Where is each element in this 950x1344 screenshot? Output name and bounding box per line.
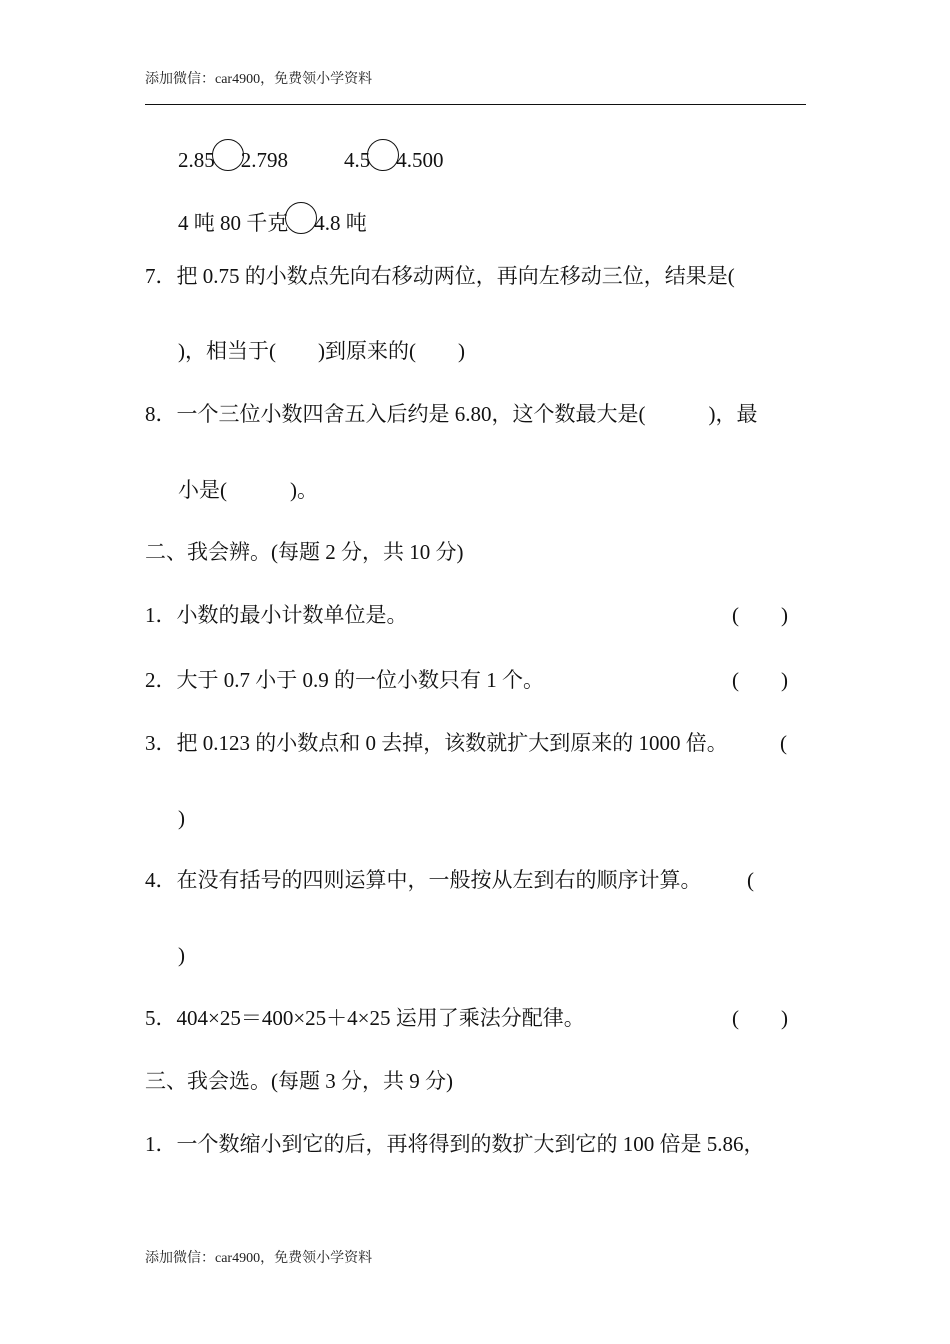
q8-line2: 小是( )。 bbox=[178, 478, 318, 502]
judge-answer-1[interactable]: ( ) bbox=[732, 603, 788, 627]
judge-answer-3-close: ) bbox=[178, 806, 185, 830]
compare-b-left: 4.5 bbox=[344, 148, 371, 172]
compare-c-right: 4.8 吨 bbox=[314, 211, 367, 235]
judge-answer-4-close: ) bbox=[178, 943, 185, 967]
judge-answer-5[interactable]: ( ) bbox=[732, 1006, 788, 1030]
choice-item-1: 1．一个数缩小到它的后，再将得到的数扩大到它的 100 倍是 5.86， bbox=[145, 1132, 765, 1156]
compare-row-2 bbox=[178, 202, 367, 234]
section3-title: 三、我会选。(每题 3 分，共 9 分) bbox=[145, 1069, 453, 1093]
compare-row-1b bbox=[344, 139, 444, 171]
compare-circle-c[interactable] bbox=[285, 202, 317, 234]
judge-item-2: 2．大于 0.7 小于 0.9 的一位小数只有 1 个。 bbox=[145, 668, 544, 692]
compare-b-right: 4.500 bbox=[396, 148, 444, 172]
compare-circle-b[interactable] bbox=[367, 139, 399, 171]
compare-circle-a[interactable] bbox=[212, 139, 244, 171]
q8-line1: 8．一个三位小数四舍五入后约是 6.80，这个数最大是( )，最 bbox=[145, 402, 758, 426]
judge-item-4: 4．在没有括号的四则运算中，一般按从左到右的顺序计算。 bbox=[145, 868, 702, 892]
judge-answer-2[interactable]: ( ) bbox=[732, 668, 788, 692]
compare-a-left: 2.85 bbox=[178, 148, 215, 172]
judge-item-1: 1．小数的最小计数单位是。 bbox=[145, 603, 408, 627]
judge-answer-3-open[interactable]: ( bbox=[780, 731, 787, 755]
compare-c-left: 4 吨 80 千克 bbox=[178, 211, 289, 235]
page-header: 添加微信：car4900，免费领小学资料 bbox=[145, 72, 373, 87]
q7-line2: )，相当于( )到原来的( ) bbox=[178, 339, 465, 363]
section2-title: 二、我会辨。(每题 2 分，共 10 分) bbox=[145, 540, 464, 564]
compare-row-1 bbox=[178, 139, 288, 171]
judge-answer-4-open[interactable]: ( bbox=[747, 868, 754, 892]
judge-item-3: 3．把 0.123 的小数点和 0 去掉，该数就扩大到原来的 1000 倍。 bbox=[145, 731, 728, 755]
judge-item-5: 5．404×25＝400×25＋4×25 运用了乘法分配律。 bbox=[145, 1006, 585, 1030]
page-footer: 添加微信：car4900，免费领小学资料 bbox=[145, 1251, 373, 1266]
q7-line1: 7．把 0.75 的小数点先向右移动两位，再向左移动三位，结果是( bbox=[145, 264, 735, 288]
header-rule bbox=[145, 104, 806, 105]
compare-a-right: 2.798 bbox=[240, 148, 288, 172]
